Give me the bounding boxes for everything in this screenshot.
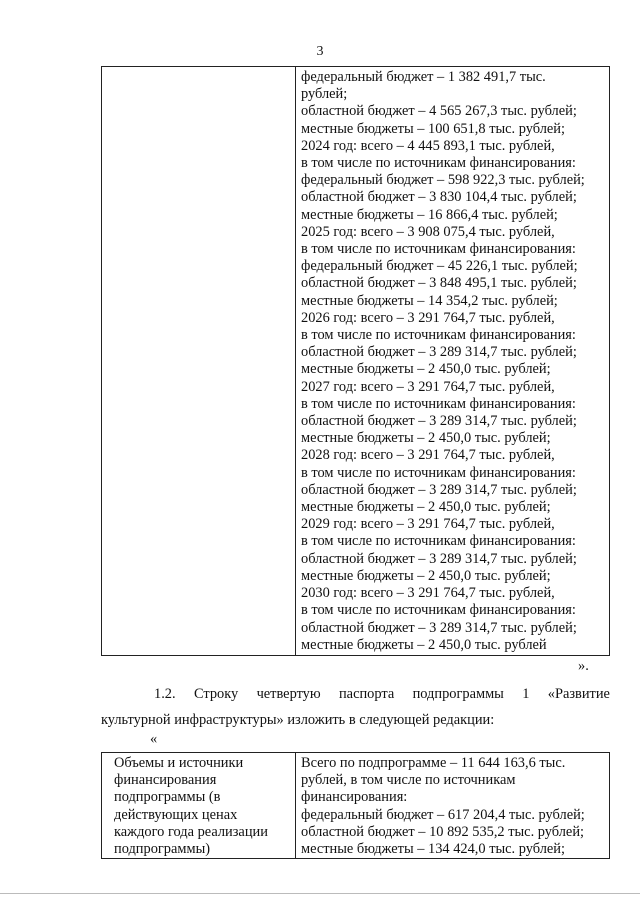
funding-label-line: финансирования: [114, 772, 217, 789]
funding-line: местные бюджеты – 2 450,0 тыс. рублей;: [301, 567, 551, 584]
funding-line: федеральный бюджет – 45 226,1 тыс. рублей;: [301, 258, 578, 275]
funding-value-line: федеральный бюджет – 617 204,4 тыс. рублей;: [301, 806, 585, 823]
funding-line: областной бюджет – 4 565 267,3 тыс. рублей;: [301, 103, 577, 120]
funding-line: в том числе по источникам финансирования:: [301, 464, 576, 481]
funding-label-line: подпрограммы): [114, 841, 211, 858]
funding-label-line: подпрограммы (в: [114, 789, 221, 806]
funding-table-continued: [101, 66, 610, 656]
funding-value-line: областной бюджет – 10 892 535,2 тыс. рублей;: [301, 823, 585, 840]
funding-value-line: финансирования:: [301, 789, 408, 806]
funding-line: федеральный бюджет – 1 382 491,7 тыс.: [301, 69, 546, 85]
funding-line: 2026 год: всего – 3 291 764,7 тыс. рублей,: [301, 309, 555, 326]
paragraph-word: Строку: [193, 686, 239, 702]
paragraph-word: 1: [522, 686, 530, 702]
funding-label-line: Объемы и источники: [114, 755, 244, 771]
table-right-cell: [296, 67, 610, 656]
funding-line: 2027 год: всего – 3 291 764,7 тыс. рублей,: [301, 378, 555, 395]
funding-line: местные бюджеты – 100 651,8 тыс. рублей;: [301, 120, 565, 137]
funding-line: областной бюджет – 3 830 104,4 тыс. рублей;: [301, 189, 577, 206]
funding-line: 2030 год: всего – 3 291 764,7 тыс. рублей,: [301, 585, 555, 602]
funding-line: в том числе по источникам финансирования:: [301, 533, 576, 550]
paragraph-line-2: культурной инфраструктуры» изложить в следующей редакции:: [101, 712, 495, 728]
paragraph-line-1: [154, 686, 610, 703]
funding-line: 2024 год: всего – 4 445 893,1 тыс. рублей,: [301, 137, 555, 154]
paragraph-word: 1.2.: [154, 686, 176, 702]
funding-line: областной бюджет – 3 289 314,7 тыс. рублей;: [301, 550, 577, 567]
funding-line: местные бюджеты – 2 450,0 тыс. рублей: [301, 636, 547, 653]
funding-line: областной бюджет – 3 289 314,7 тыс. рублей;: [301, 619, 577, 636]
funding-line: 2025 год: всего – 3 908 075,4 тыс. рублей,: [301, 223, 555, 240]
funding-line: местные бюджеты – 2 450,0 тыс. рублей;: [301, 361, 551, 378]
funding-line: федеральный бюджет – 598 922,3 тыс. рублей;: [301, 172, 585, 189]
funding-line: 2028 год: всего – 3 291 764,7 тыс. рублей,: [301, 447, 555, 464]
funding-values-cell: [296, 753, 610, 859]
funding-label-line: каждого года реализации: [114, 823, 268, 840]
funding-label-cell: [102, 753, 296, 859]
funding-line: местные бюджеты – 2 450,0 тыс. рублей;: [301, 499, 551, 516]
funding-label-lines: [102, 753, 295, 858]
page-number: 3: [316, 44, 324, 59]
funding-value-line: рублей, в том числе по источникам: [301, 772, 516, 789]
funding-line: в том числе по источникам финансирования:: [301, 395, 576, 412]
funding-line: 2029 год: всего – 3 291 764,7 тыс. рублей,: [301, 516, 555, 533]
funding-line: областной бюджет – 3 289 314,7 тыс. рублей;: [301, 344, 577, 361]
opening-quote: «: [150, 731, 158, 747]
funding-line: областной бюджет – 3 848 495,1 тыс. рублей;: [301, 275, 577, 292]
funding-line: областной бюджет – 3 289 314,7 тыс. рублей;: [301, 413, 577, 430]
funding-line: местные бюджеты – 16 866,4 тыс. рублей;: [301, 206, 558, 223]
funding-line: рублей;: [301, 86, 348, 103]
funding-value-line: местные бюджеты – 134 424,0 тыс. рублей;: [301, 841, 565, 858]
funding-line: областной бюджет – 3 289 314,7 тыс. рублей;: [301, 481, 577, 498]
funding-line: местные бюджеты – 2 450,0 тыс. рублей;: [301, 430, 551, 447]
page-bottom-rule: [0, 893, 640, 894]
table-left-cell-empty: [102, 67, 296, 656]
paragraph-word: подпрограммы: [412, 686, 504, 702]
funding-line: в том числе по источникам финансирования:: [301, 602, 576, 619]
closing-quote: ».: [578, 658, 589, 674]
funding-line: местные бюджеты – 14 354,2 тыс. рублей;: [301, 292, 558, 309]
funding-value-lines: [296, 753, 609, 858]
funding-line: в том числе по источникам финансирования:: [301, 241, 576, 258]
paragraph-word: паспорта: [338, 686, 395, 702]
paragraph-word: «Развитие: [547, 686, 610, 702]
funding-lines: [296, 67, 609, 654]
funding-value-line: Всего по подпрограмме – 11 644 163,6 тыс.: [301, 755, 566, 771]
funding-line: в том числе по источникам финансирования:: [301, 327, 576, 344]
funding-label-line: действующих ценах: [114, 806, 238, 823]
subprogram-funding-table: [101, 752, 610, 859]
funding-line: в том числе по источникам финансирования:: [301, 155, 576, 172]
paragraph-word: четвертую: [256, 686, 321, 702]
